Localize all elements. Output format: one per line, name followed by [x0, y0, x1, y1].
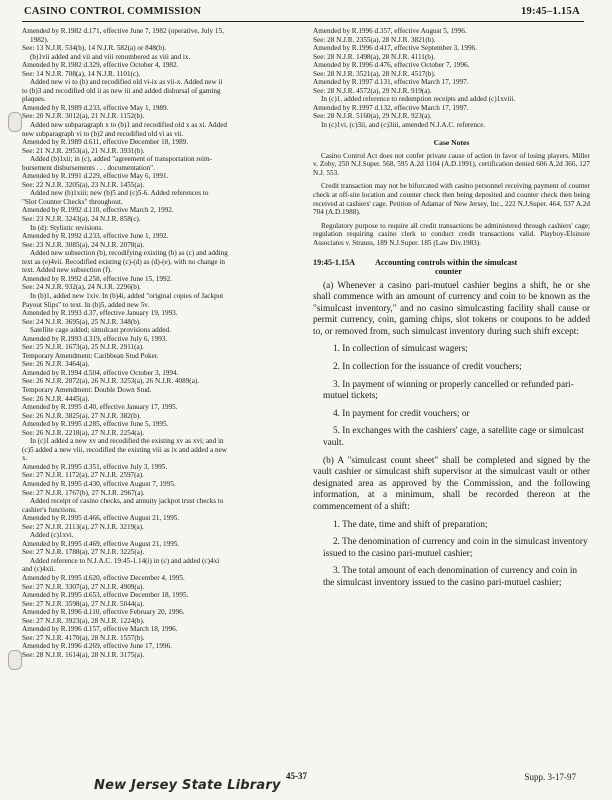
- page-number: 45-37: [286, 771, 307, 781]
- history-note-line: Added (b)1xii; in (c), added "agreement of transportation reim-: [30, 155, 212, 164]
- history-note-line: In (c)1vi, (c)3ii, and (c)3iii, amended N.J.A.C. reference.: [321, 121, 486, 130]
- list-item: 3. In payment of winning or properly cancelled or refunded pari-mutuel tickets;: [323, 379, 574, 402]
- history-note-line: See: 27 N.J.R. 3307(a), 27 N.J.R. 4909(a).: [22, 582, 145, 591]
- history-note-line: "Slot Counter Checks" throughout.: [22, 197, 123, 206]
- history-note-line: Amended by R.1995 d.653, effective December 18, 1995.: [22, 591, 189, 600]
- history-note-line: In (b)1, added new 1xiv. In (b)4i, added "original copies of Jackpot: [30, 291, 224, 300]
- history-note-line: 1982).: [30, 35, 49, 44]
- subsection-b: (b) A "simulcast count sheet" shall be completed and signed by the vault cashier or simulcast shift supervisor at the simulcast vault or other designated area as approved by the Commission, and the following information, at a minimum, shall be recorded thereon at the commencement of a shift:: [313, 455, 590, 512]
- history-note-line: Temporary Amendment: Caribbean Stud Poker.: [22, 351, 159, 360]
- history-note-line: See: 27 N.J.R. 1172(a), 27 N.J.R. 2597(a).: [22, 471, 144, 480]
- list-item: 2. The denomination of currency and coin in the simulcast inventory issued to the casino pari-mutuel cashier;: [323, 537, 588, 559]
- history-note-line: See: 27 N.J.R. 3598(a), 27 N.J.R. 5044(a).: [22, 599, 145, 608]
- history-notes-continued: [313, 27, 590, 130]
- section-title-line2: counter: [435, 267, 462, 276]
- history-note-line: Amended by R.1991 d.229, effective May 6, 1991.: [22, 172, 169, 181]
- case-note: Regulatory purpose to require all credit transactions be administered through cashiers' cage; regulation requiring casino clerk to conduct credit transactions valid. Playboy-Elsinore Associates v. Strauss, 189 N.J.Super. 185 (Law Div.1983).: [313, 221, 590, 247]
- history-note-line: Amended by R.1989 d.233, effective May 1, 1989.: [22, 103, 169, 112]
- history-note-line: See: 26 N.J.R. 2218(a), 27 N.J.R. 2254(a).: [22, 428, 145, 437]
- history-note-line: See: 26 N.J.R. 3825(a), 27 N.J.R. 382(b).: [22, 411, 141, 420]
- history-note-line: See: 28 N.J.R. 1498(a), 28 N.J.R. 4111(b).: [313, 52, 436, 61]
- history-note-line: In (c)1, added reference to redemption receipts and added (c)1xviii.: [321, 95, 516, 104]
- list-item: 1. In collection of simulcast wagers;: [333, 344, 468, 355]
- history-note-line: See: 14 N.J.R. 708(a), 14 N.J.R. 1101(c).: [22, 69, 141, 78]
- history-note-line: Amended by R.1982 d.329, effective October 4, 1982.: [22, 61, 179, 70]
- history-note-line: In (c)1 added a new xv and recodified the existing xv as xvi; and in: [30, 437, 224, 446]
- history-note-line: Added new subparagraph x to (b)1 and recodified old x as xi. Added: [30, 121, 228, 130]
- running-header-title: CASINO CONTROL COMMISSION: [24, 6, 202, 17]
- history-note-line: See: 13 N.J.R. 534(b), 14 N.J.R. 582(a) or 848(b).: [22, 44, 167, 53]
- history-note-line: See: 23 N.J.R. 3243(a), 24 N.J.R. 858(c).: [22, 215, 141, 224]
- header-rule: [22, 21, 584, 22]
- history-note-line: Added (c)1xvi.: [30, 531, 74, 540]
- history-note-line: Amended by R.1995 d.40, effective January 17, 1995.: [22, 403, 178, 412]
- history-note-line: Satellite cage added; simulcast provisions added.: [30, 326, 171, 335]
- supplement-date: Supp. 3-17-97: [524, 772, 576, 782]
- history-note-line: bursement disbursements . . . documentation".: [22, 163, 155, 172]
- history-note-line: Amended by R.1994 d.504, effective October 3, 1994.: [22, 368, 179, 377]
- history-note-line: Added new (b)1xiii; new (b)5 and (c)5-6. Added references to: [30, 189, 209, 198]
- history-note-line: Amended by R.1993 d.319, effective July 6, 1993.: [22, 334, 168, 343]
- history-note-line: Amended by R.1996 d.357, effective August 5, 1996.: [313, 27, 467, 35]
- binder-hole-bottom: [8, 650, 22, 670]
- history-note-line: plaques.: [22, 95, 46, 104]
- history-note-line: Amended by R.1996 d.417, effective September 3, 1996.: [313, 44, 477, 53]
- list-item: 1. The date, time and shift of preparation;: [333, 519, 488, 530]
- history-note-line: See: 21 N.J.R. 2953(a), 21 N.J.R. 3931(b).: [22, 146, 145, 155]
- history-note-line: Amended by R.1995 d.620, effective December 4, 1995.: [22, 574, 185, 582]
- binder-hole-top: [8, 112, 22, 132]
- history-note-line: See: 27 N.J.R. 1788(a), 27 N.J.R. 3225(a).: [22, 548, 145, 557]
- subsection-a: (a) Whenever a casino pari-mutuel cashier begins a shift, he or she shall commence with an amount of currency and coin to be known as the "simulcast inventory," and no casino simulcasting facility shall cause or permit currency, coin, gaming chips, slot tokens or coupons to be added to, or removed from, such simulcast inventory during such shift except:: [313, 280, 590, 337]
- history-note-line: See: 23 N.J.R. 3085(a), 24 N.J.R. 2078(a).: [22, 240, 145, 249]
- history-note-line: See: 26 N.J.R. 2872(a), 26 N.J.R. 3253(a), 26 N.J.R. 4089(a).: [22, 377, 200, 386]
- history-note-line: See: 28 N.J.R. 3521(a), 28 N.J.R. 4517(b).: [313, 69, 436, 78]
- list-item: 5. In exchanges with the cashiers' cage, a satellite cage or simulcast vault.: [323, 426, 584, 449]
- history-note-line: Amended by R.1989 d.611, effective December 18, 1989.: [22, 138, 189, 147]
- history-note-line: See: 22 N.J.R. 3205(a), 23 N.J.R. 1455(a).: [22, 180, 145, 189]
- history-note-line: x.: [22, 454, 28, 463]
- case-note: Casino Control Act does not confer private cause of action in favor of losing players. Miller v. Zoby, 250 N.J.Super. 568, 595 A.2d 1104 (A.D.1991), certification denied 606 A.2d 366, 127 N.J. 553.: [313, 151, 590, 177]
- list-item: 3. The total amount of each denomination of currency and coin in the simulcast inventory issued to the casino pari-mutuel cashier;: [323, 566, 578, 588]
- history-note-line: See: 26 N.J.R. 4445(a).: [22, 394, 90, 403]
- history-note-line: Amended by R.1992 d.110, effective March 2, 1992.: [22, 206, 174, 215]
- history-note-line: text as (e)4vii. Recodified existing (c)-(d) as (d)-(e), with no change in: [22, 257, 225, 266]
- right-column: [313, 27, 590, 596]
- history-note-line: See: 26 N.J.R. 3464(a).: [22, 360, 90, 369]
- history-note-line: Amended by R.1997 d.131, effective March 17, 1997.: [313, 78, 469, 87]
- history-note-line: Amended by R.1995 d.285, effective June 5, 1995.: [22, 420, 169, 429]
- history-note-line: (b)1vii added and vii and viii renumbered as viii and ix.: [30, 52, 191, 61]
- case-note: Credit transaction may not be bifurcated with casino personnel receiving payment of counter check at off-site location and counter check then being deposited and counter check then being received at cashiers' cage. Petition of Adamar of New Jersey, Inc., 222 N.J.Super. 464, 537 A.2d 704 (A.D.1988).: [313, 182, 590, 217]
- section-heading: [313, 258, 590, 277]
- history-note-line: In (d): Stylistic revisions.: [30, 223, 104, 232]
- history-note-line: See: 25 N.J.R. 1673(a), 25 N.J.R. 2911(a).: [22, 343, 144, 352]
- history-note-line: Added reference to N.J.A.C. 19:45-1.14(i) in (c) and added (c)4xi: [30, 556, 220, 565]
- library-stamp: New Jersey State Library: [94, 778, 281, 793]
- history-note-line: Added new subsection (b), recodifying existing (b) as (c) and adding: [30, 249, 228, 258]
- history-note-line: See: 28 N.J.R. 2355(a), 28 N.J.R. 3821(b).: [313, 35, 436, 44]
- history-note-line: Amended by R.1995 d.469, effective August 21, 1995.: [22, 539, 180, 548]
- history-note-line: Amended by R.1996 d.110, effective February 20, 1996.: [22, 608, 185, 617]
- history-note-line: See: 27 N.J.R. 2113(a), 27 N.J.R. 3219(a).: [22, 522, 144, 531]
- history-note-line: See: 28 N.J.R. 5160(a), 29 N.J.R. 923(a).: [313, 112, 432, 121]
- history-note-line: Amended by R.1982 d.171, effective June 7, 1982 (operative, July 15,: [22, 27, 224, 35]
- list-item: 4. In payment for credit vouchers; or: [333, 408, 470, 419]
- history-note-line: See: 27 N.J.R. 1767(b), 27 N.J.R. 2967(a).: [22, 488, 145, 497]
- history-note-line: and (c)4xii.: [22, 565, 56, 574]
- history-note-line: See: 20 N.J.R. 3012(a), 21 N.J.R. 1152(b).: [22, 112, 145, 121]
- history-note-line: Amended by R.1992 d.233, effective June 1, 1992.: [22, 232, 169, 241]
- history-note-line: Amended by R.1995 d.430, effective August 7, 1995.: [22, 479, 176, 488]
- history-note-line: Amended by R.1995 d.466, effective August 21, 1995.: [22, 514, 180, 523]
- history-note-line: See: 27 N.J.R. 4170(a), 28 N.J.R. 1557(b).: [22, 633, 145, 642]
- history-note-line: See: 24 N.J.R. 3695(a), 25 N.J.R. 348(b).: [22, 317, 141, 326]
- running-header-section: 19:45–1.15A: [520, 6, 580, 17]
- left-column-history-notes: [22, 27, 302, 659]
- section-number: 19:45-1.15A: [313, 257, 356, 267]
- history-note-line: See: 28 N.J.R. 1614(a), 28 N.J.R. 3175(a).: [22, 650, 145, 659]
- history-note-line: new subparagraph vi to (b)2 and recodified old vi as vii.: [22, 129, 184, 138]
- history-note-line: Temporary Amendment: Double Down Stud.: [22, 385, 152, 394]
- history-note-line: (c)5 added a new viii, recodified the existing viii as ix and added a new: [22, 445, 227, 454]
- history-note-line: Amended by R.1996 d.157, effective March 18, 1996.: [22, 625, 178, 634]
- section-title-line1: Accounting controls within the simulcast: [375, 257, 518, 267]
- history-note-line: to (b)3 and recodified old ii as new iii and added disbursal of gaming: [22, 86, 221, 95]
- history-note-line: Amended by R.1993 d.37, effective January 19, 1993.: [22, 309, 178, 318]
- history-note-line: Amended by R.1995 d.351, effective July 3, 1995.: [22, 462, 168, 471]
- history-note-line: text. Added new subsection (f).: [22, 266, 112, 275]
- history-note-line: Added receipt of casino checks, and annuity jackpot trust checks to: [30, 497, 224, 506]
- history-note-line: cashier's functions.: [22, 505, 77, 514]
- history-note-line: Amended by R.1996 d.269, effective June 17, 1996.: [22, 642, 172, 651]
- history-note-line: See: 24 N.J.R. 932(a), 24 N.J.R. 2296(b).: [22, 283, 141, 292]
- case-notes-heading: Case Notes: [433, 137, 470, 147]
- history-note-line: See: 27 N.J.R. 3923(a), 28 N.J.R. 1224(b).: [22, 616, 145, 625]
- history-note-line: Amended by R.1997 d.132, effective March 17, 1997.: [313, 103, 469, 112]
- history-note-line: Added new vi to (b) and recodified old vi-ix as vii-x. Added new ii: [30, 78, 223, 87]
- list-item: 2. In collection for the issuance of credit vouchers;: [333, 362, 522, 373]
- history-note-line: Amended by R.1992 d.258, effective June 15, 1992.: [22, 274, 172, 283]
- history-note-line: Payout Slips" to text. In (b)5, added new 5v.: [22, 300, 150, 309]
- history-note-line: See: 28 N.J.R. 4572(a), 29 N.J.R. 919(a).: [313, 86, 432, 95]
- history-note-line: Amended by R.1996 d.476, effective October 7, 1996.: [313, 61, 470, 70]
